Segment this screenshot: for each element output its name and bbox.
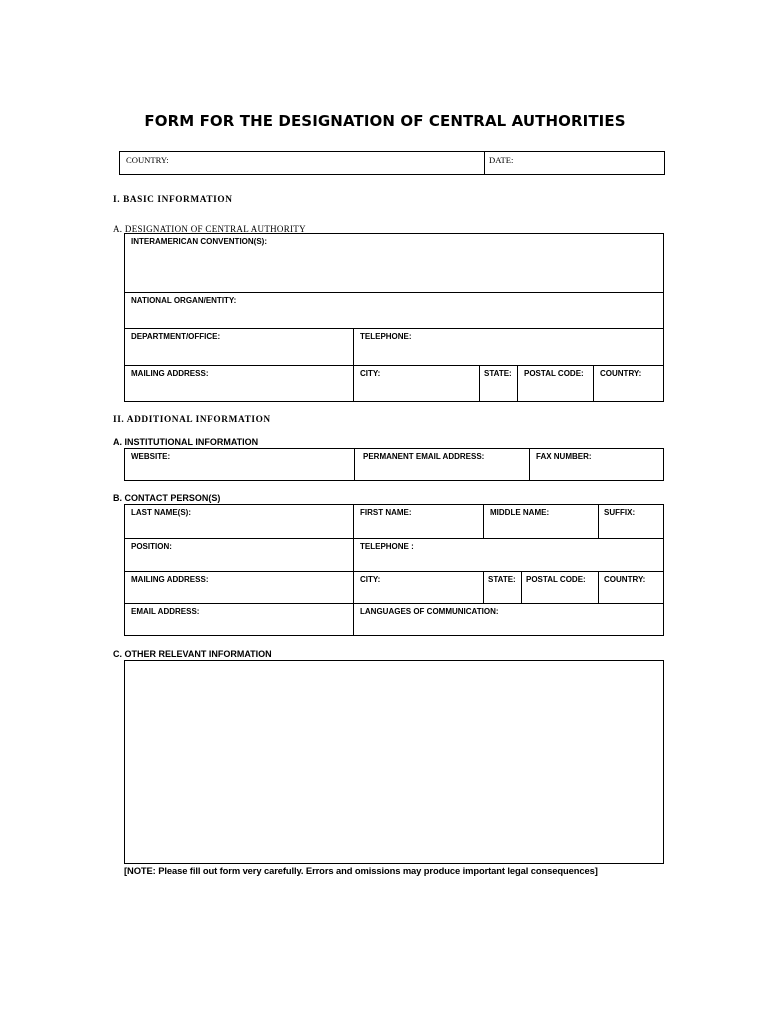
postal-code-field[interactable] (518, 366, 594, 402)
last-name-label: LAST NAME(S): (131, 508, 191, 517)
legal-note: [NOTE: Please fill out form very carefully. Errors and omissions may produce important legal consequences] (124, 865, 598, 876)
other-information-table (124, 660, 664, 864)
suffix-field[interactable] (599, 505, 664, 539)
contact-postal-code-label: POSTAL CODE: (526, 575, 586, 584)
institutional-information-table (124, 448, 664, 481)
other-information-subheading: C. OTHER RELEVANT INFORMATION (113, 649, 272, 659)
country-label-1: COUNTRY: (600, 369, 642, 378)
date-field[interactable] (485, 152, 665, 175)
contact-country-field[interactable] (599, 572, 664, 604)
city-field[interactable] (354, 366, 480, 402)
form-title: FORM FOR THE DESIGNATION OF CENTRAL AUTHORITIES (144, 112, 626, 130)
first-name-label: FIRST NAME: (360, 508, 412, 517)
contact-city-label: CITY: (360, 575, 381, 584)
contact-city-field[interactable] (354, 572, 484, 604)
first-name-field[interactable] (354, 505, 484, 539)
contact-telephone-label: TELEPHONE : (360, 542, 414, 551)
contact-persons-subheading: B. CONTACT PERSON(S) (113, 493, 221, 503)
state-field[interactable] (480, 366, 518, 402)
department-field[interactable] (125, 329, 354, 366)
languages-field[interactable] (354, 604, 664, 636)
fax-number-field[interactable] (530, 449, 664, 481)
postal-code-label: POSTAL CODE: (524, 369, 584, 378)
contact-email-field[interactable] (125, 604, 354, 636)
organ-label: NATIONAL ORGAN/ENTITY: (131, 296, 237, 305)
telephone-label: TELEPHONE: (360, 332, 412, 341)
institutional-information-subheading: A. INSTITUTIONAL INFORMATION (113, 437, 259, 447)
country-label: COUNTRY: (126, 155, 169, 165)
contact-email-label: EMAIL ADDRESS: (131, 607, 200, 616)
country-field-1[interactable] (594, 366, 664, 402)
conventions-field[interactable] (125, 234, 664, 293)
fax-number-label: FAX NUMBER: (536, 452, 592, 461)
telephone-field[interactable] (354, 329, 664, 366)
section-basic-information-heading: I. BASIC INFORMATION (113, 195, 233, 205)
mailing-address-label: MAILING ADDRESS: (131, 369, 209, 378)
designation-subheading: A. DESIGNATION OF CENTRAL AUTHORITY (113, 224, 306, 234)
state-label: STATE: (484, 369, 512, 378)
central-authority-table (124, 233, 664, 402)
date-label: DATE: (489, 155, 514, 165)
contact-telephone-field[interactable] (354, 539, 664, 572)
contact-mailing-address-field[interactable] (125, 572, 354, 604)
contact-state-label: STATE: (488, 575, 516, 584)
other-information-field[interactable] (125, 661, 664, 864)
contact-mailing-address-label: MAILING ADDRESS: (131, 575, 209, 584)
country-field[interactable] (120, 152, 485, 175)
contact-postal-code-field[interactable] (522, 572, 599, 604)
permanent-email-field[interactable] (355, 449, 530, 481)
last-name-field[interactable] (125, 505, 354, 539)
mailing-address-field[interactable] (125, 366, 354, 402)
website-label: WEBSITE: (131, 452, 171, 461)
contact-state-field[interactable] (484, 572, 522, 604)
website-field[interactable] (125, 449, 355, 481)
organ-field[interactable] (125, 293, 664, 329)
suffix-label: SUFFIX: (604, 508, 636, 517)
position-field[interactable] (125, 539, 354, 572)
languages-label: LANGUAGES OF COMMUNICATION: (360, 607, 499, 616)
conventions-label: INTERAMERICAN CONVENTION(S): (131, 237, 267, 246)
middle-name-label: MIDDLE NAME: (490, 508, 550, 517)
contact-persons-table (124, 504, 664, 636)
middle-name-field[interactable] (484, 505, 599, 539)
city-label: CITY: (360, 369, 381, 378)
department-label: DEPARTMENT/OFFICE: (131, 332, 221, 341)
position-label: POSITION: (131, 542, 172, 551)
permanent-email-label: PERMANENT EMAIL ADDRESS: (363, 452, 485, 461)
header-fields-table (119, 151, 665, 175)
section-additional-information-heading: II. ADDITIONAL INFORMATION (113, 415, 271, 425)
contact-country-label: COUNTRY: (604, 575, 646, 584)
